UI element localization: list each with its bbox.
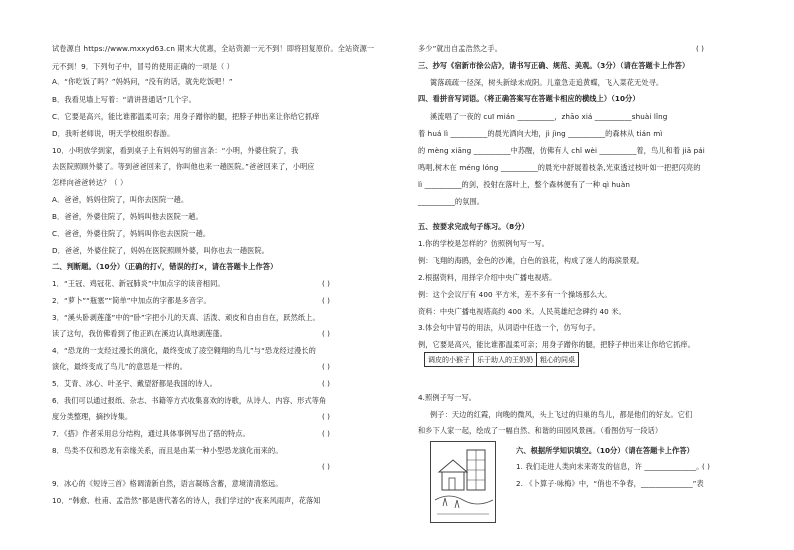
poem-text: 篱落疏疏一径深，树头新绿未成阴。儿童急走追黄蝶，飞入菜花无处寻。	[430, 78, 664, 87]
judge-6-paren[interactable]: ( )	[322, 412, 330, 421]
house-tree-illustration-icon	[431, 442, 495, 522]
judge-10: 10．“韩愈、杜甫、孟浩然”都是唐代著名的诗人，我们学过的“夜来风雨声，花落知	[52, 496, 321, 505]
sentence-1: 1.你的学校是怎样的？仿照例句写一写。	[418, 239, 549, 248]
header-line: 试卷源自 https://www.mxxyd63.cn 期末大优惠，全站资源一元不到！即将回复原价。全站资源一	[52, 44, 375, 53]
judge-4-cont: 演化，最终变成了鸟儿”的意思是一样的。	[52, 362, 188, 371]
judge-7: 7．《搭》作者采用总分结构，通过具体事例写出了搭的特点。	[52, 429, 250, 438]
judge-4: 4．“恐龙的一支经过漫长的演化，最终变成了凌空翱翔的鸟儿”与“恐龙经过漫长的	[52, 346, 316, 355]
word-choice-3[interactable]: 粗心的同桌	[537, 353, 579, 367]
question-10-cont: 去医院照顾外婆了。等到爸爸回来了，你叫他也来一趟医院。”爸爸回来了，小明应	[52, 162, 315, 171]
judge-9: 9．冰心的《短诗三首》格调清新自然，语言凝练含蓄，意境清清悠远。	[52, 479, 283, 488]
question-10-cont2: 怎样向爸爸转达？（ ）	[52, 178, 128, 187]
judge-3: 3．“溪头卧剥莲蓬”中的“卧”字把小儿的天真、活泼、顽皮和自由自在，跃然纸上。	[52, 313, 320, 322]
judge-5-paren[interactable]: ( )	[322, 379, 330, 388]
judge-3-paren[interactable]: ( )	[322, 329, 330, 338]
sentence-3: 3.体会句中冒号的用法，从词语中任选一个，仿写句子。	[418, 323, 600, 332]
section-3-heading: 三、抄写《宿新市徐公店》，请书写正确、规范、美观。（3分）（请在答题卡上作答）	[418, 61, 690, 70]
word-choice-table	[424, 352, 579, 367]
judge-5: 5．艾青、冰心、叶圣宇、戴望舒都是我国的诗人。	[52, 379, 218, 388]
countryside-picture	[430, 441, 496, 523]
section-6-heading: 六、根据所学知识填空。（10分）（请在答题卡上作答）	[516, 446, 694, 455]
fill-1-paren[interactable]: ( )	[702, 462, 710, 471]
sentence-4-example: 例子：天边的红霞，向晚的微风，头上飞过的归巢的鸟儿，都是他们的好友。它们	[430, 410, 693, 419]
sentence-2-example: 例：这个会议厅有 400 平方米，差不多有一个操场那么大。	[418, 290, 612, 299]
right-column	[418, 0, 758, 550]
sentence-1-example: 例：飞翔的海鸥，金色的沙滩，白色的浪花，构成了迷人的海滨景观。	[418, 256, 644, 265]
judge-1: 1．“王冠、鸡冠花、新冠肺炎”中加点字的读音相同。	[52, 279, 225, 288]
judge-10-paren[interactable]: ( )	[696, 44, 704, 53]
question-10: 10．小明放学到家，看到桌子上有妈妈写的留言条：“小明，外婆住院了，我	[52, 146, 299, 155]
sentence-3-example: 例，它要是高兴，能比谁都温柔可亲；用身子蹭你的腿，把脖子伸出来让你给它抓痒。	[418, 340, 695, 349]
fill-2: 2. 《卜算子·咏梅》中，“俏也不争春，______________”表	[516, 479, 704, 488]
fill-1: 1. 我们走进人类向未来寄发的信息，许 ______________。	[516, 462, 704, 471]
judge-6-cont: 度分类整理，摘抄诗集。	[52, 412, 133, 421]
judge-7-paren[interactable]: ( )	[322, 429, 330, 438]
word-choice-1[interactable]: 调皮的小猴子	[425, 353, 474, 367]
option-a: A．“你吃饭了吗？”妈妈问，“没有的话，就先吃饭吧！”	[52, 77, 233, 86]
pinyin-line-4: 鸣唱,树木在 méng lóng __________的晨光中舒展着枝条,光束透过枝叶如一把把闪亮的	[418, 163, 701, 172]
pinyin-line-1: 溪流唱了一夜的 cuī mián __________，zhāo xiá __________shuài lǐng	[430, 112, 668, 121]
option-c: C．它要是高兴，能比谁都温柔可亲；用身子蹭你的腿，把脖子伸出来让你给它抓痒	[52, 112, 320, 121]
pinyin-line-2: 着 huá lì __________的晨光洒向大地，jì jìng __________的森林从 tián mì	[418, 129, 663, 138]
q10-option-b: B．爸爸，外婆住院了，妈妈叫他去医院一趟。	[52, 212, 203, 221]
judge-6: 6．我们可以通过报纸、杂志、书籍等方式收集喜欢的诗歌，从诗人、内容、形式等角	[52, 396, 327, 405]
judge-4-paren[interactable]: ( )	[322, 362, 330, 371]
section-5-heading: 五、按要求完成句子练习。（8分）	[418, 222, 529, 231]
judge-3-cont: 读了这句，我仿佛看到了他正趴在溪边认真地剥莲蓬。	[52, 329, 227, 338]
section-2-heading: 二、判断题。（10分）（正确的打√，错误的打×，请在答题卡上作答）	[52, 262, 278, 271]
judge-2: 2．“萝卜”“瓶塞”“简单”中加点的字都是多音字。	[52, 296, 211, 305]
pinyin-line-5: lì __________的剑，投射在落叶上，整个森林便有了一种 qì huàn	[418, 180, 630, 189]
sentence-2: 2.根据资料，用择字介绍中央广播电视塔。	[418, 273, 557, 282]
sentence-4-example-cont: 和乡下人家一起，绘成了一幅自然、和谐的田园风景画。（看图仿写一段话）	[418, 426, 663, 435]
left-column	[52, 0, 375, 550]
pinyin-line-6: __________的氛围。	[418, 197, 485, 206]
sentence-2-material: 资料：中央广播电视塔高约 400 米。人民英雄纪念碑约 40 米。	[418, 307, 626, 316]
judge-1-paren[interactable]: ( )	[322, 279, 330, 288]
question-9: 元不到！9．下列句子中，冒号的使用正确的一项是（ ）	[52, 62, 234, 71]
sentence-4: 4.照例子写一写。	[418, 393, 477, 402]
word-choice-2[interactable]: 乐于助人的王奶奶	[474, 353, 537, 367]
option-b: B．我看见墙上写着：“请讲普通话”几个字。	[52, 95, 196, 104]
option-d: D．我听老师说，明天学校组织春游。	[52, 129, 175, 138]
judge-2-paren[interactable]: ( )	[322, 296, 330, 305]
judge-8: 8．鸟类不仅和恐龙有亲缘关系，而且是由某一种小型恐龙演化而来的。	[52, 446, 283, 455]
pinyin-line-3: 的 mèng xiāng __________中苏醒，仿佛有人 chǐ wèi __________着，鸟儿和着 jiā pái	[418, 146, 705, 155]
judge-8-paren[interactable]: ( )	[322, 462, 330, 471]
q10-option-c: C．爸爸，外婆住院了，妈妈叫你也去医院一趟。	[52, 229, 211, 238]
q10-option-d: D．爸爸，外婆住院了，妈妈在医院照顾外婆，叫你也去一趟医院。	[52, 246, 269, 255]
judge-10-cont: 多少”就出自孟浩然之手。	[418, 44, 502, 53]
section-4-heading: 四、看拼音写词语。（将正确答案写在答题卡相应的横线上）（10分）	[418, 94, 640, 103]
q10-option-a: A．爸爸，妈妈住院了，叫你去医院一趟。	[52, 195, 189, 204]
